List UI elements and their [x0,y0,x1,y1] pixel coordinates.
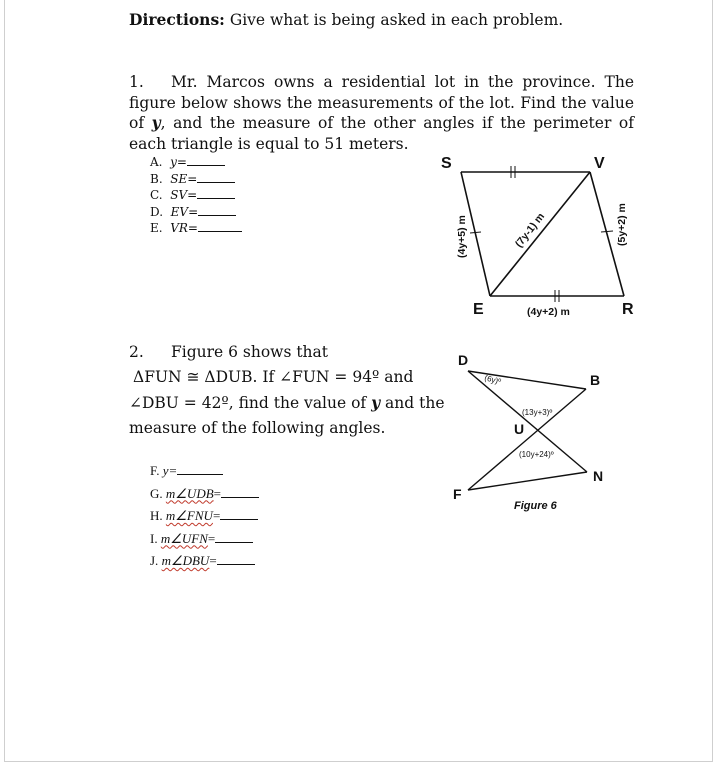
label-bottom: (4y+2) m [527,306,570,318]
item-label: VR= [170,221,198,235]
item-label: m∠FNU [165,508,213,523]
item-suffix: = [213,485,221,501]
vertex-u: U [514,421,525,437]
item-label: m∠UFN [160,530,208,546]
vertex-n: N [593,468,604,484]
vertex-s: S [441,155,452,172]
vertex-b: B [590,372,601,388]
vertex-v: V [594,155,605,172]
problem1-var: y [151,113,161,132]
vertex-d: D [458,352,469,368]
vertex-e: E [473,301,484,318]
item-suffix: = [209,553,217,568]
vertex-r: R [622,301,634,318]
problem2-number: 2. [129,343,144,361]
directions-label: Directions: [129,10,225,29]
problem2-line1-text: Figure 6 shows that [171,343,329,361]
item-prefix: E. [150,221,163,235]
label-diagonal: (7y-1) m [512,210,548,250]
angle-un-label: (10y+24)º [519,450,554,459]
label-right: (5y+2) m [616,203,628,246]
angle-d-label: (6y)º [483,373,502,387]
figure-caption: Figure 6 [514,500,557,512]
item-label: EV= [170,204,199,219]
problem2-line2: ΔFUN ≅ ΔDUB. If ∠FUN = 94º and [133,368,414,386]
item-label: m∠DBU [161,553,210,568]
problem1-body: Mr. Marcos owns a residential lot in the province. The figure below shows the measurements of the lot. Find the value of [129,73,634,132]
item-prefix: J. [150,553,159,568]
problem1-body-end: , and the measure of the other angles if the perimeter of each triangle is equal to 51 meters. [129,114,635,153]
angle-ub-label: (13y+3)º [522,408,553,417]
item-label: m∠UDB [165,485,214,501]
item-prefix: D. [150,204,164,219]
vertex-f: F [453,486,462,502]
label-left: (4y+5) m [456,215,468,258]
directions-text: Give what is being asked in each problem. [224,11,564,29]
problem2-line4: measure of the following angles. [129,419,386,437]
problem2-line3b: and the [380,394,445,412]
problem1-number: 1. [129,73,144,91]
item-label: SV= [170,188,198,202]
item-prefix: I. [150,530,158,546]
problem2-line3a: ∠DBU = 42º, find the value of [129,394,372,412]
item-suffix: = [207,530,216,546]
item-prefix: A. [150,155,163,169]
item-label: SE= [170,171,198,186]
item-prefix: H. [150,508,163,523]
item-label: y= [170,155,187,169]
item-label: y= [162,463,178,478]
item-prefix: F. [150,463,160,478]
item-prefix: G. [150,485,163,501]
item-suffix: = [212,508,221,523]
problem2-var: y [371,393,381,412]
item-prefix: B. [150,171,163,186]
item-prefix: C. [150,188,163,202]
